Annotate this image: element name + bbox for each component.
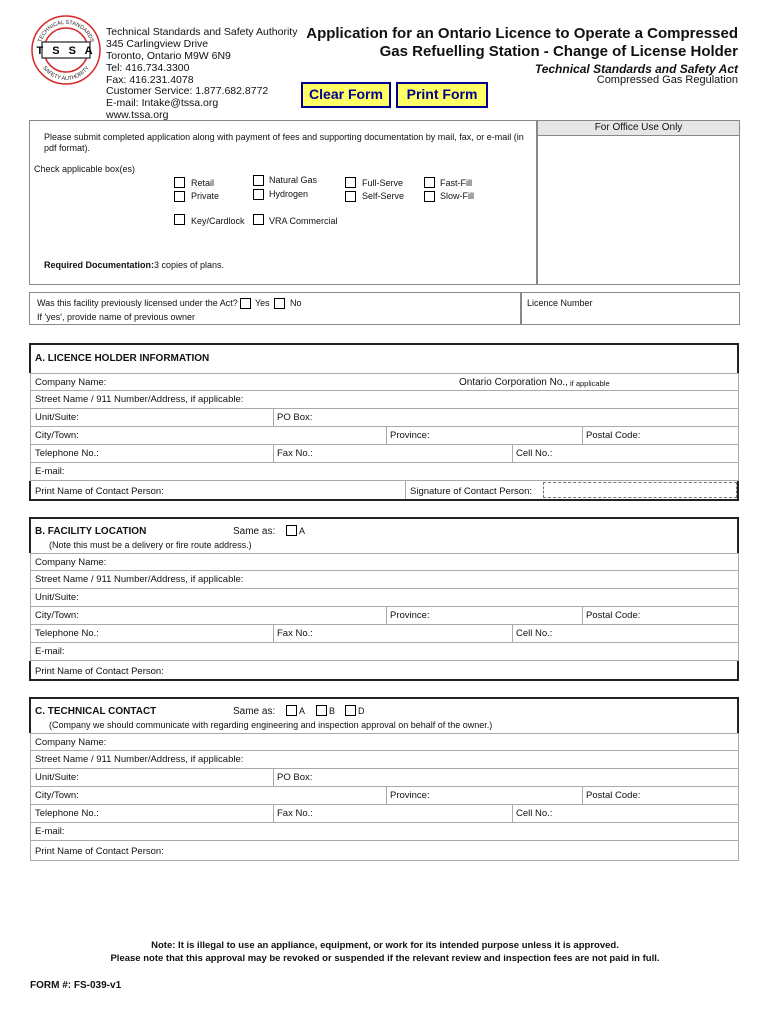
required-doc-value: 3 copies of plans. xyxy=(154,260,225,270)
fast-fill-checkbox[interactable] xyxy=(424,177,435,188)
section-c-header xyxy=(29,697,739,733)
address-line-2: Toronto, Ontario M9W 6N9 xyxy=(106,50,231,62)
previous-no-checkbox[interactable] xyxy=(274,298,285,309)
c-unit-row[interactable] xyxy=(30,769,739,787)
c-company-label: Company Name: xyxy=(35,737,107,748)
website: www.tssa.org xyxy=(106,109,169,121)
b-postal-label: Postal Code: xyxy=(586,610,641,621)
tel: Tel: 416.734.3300 xyxy=(106,62,190,74)
b-company-label: Company Name: xyxy=(35,557,107,568)
vra-commercial-checkbox[interactable] xyxy=(253,214,264,225)
section-b-same-as: Same as: xyxy=(233,526,276,537)
office-use-box xyxy=(537,120,740,285)
c-same-as-b-checkbox[interactable] xyxy=(316,705,327,716)
c-street-row[interactable] xyxy=(30,751,739,769)
b-same-as-a-label: A xyxy=(299,526,306,536)
a-postal-label: Postal Code: xyxy=(586,430,641,441)
section-c-title: C. TECHNICAL CONTACT xyxy=(35,706,157,717)
a-unit-label: Unit/Suite: xyxy=(35,412,79,423)
a-email-label: E-mail: xyxy=(35,466,65,477)
b-unit-label: Unit/Suite: xyxy=(35,592,79,603)
slow-fill-label: Slow-Fill xyxy=(440,191,475,201)
address-line-1: 345 Carlingview Drive xyxy=(106,38,209,50)
c-unit-label: Unit/Suite: xyxy=(35,772,79,783)
section-b-title: B. FACILITY LOCATION xyxy=(35,526,147,537)
c-contact-row[interactable] xyxy=(30,841,739,861)
org-name: Technical Standards and Safety Authority xyxy=(106,26,298,38)
a-email-row[interactable] xyxy=(30,463,739,481)
act-name: Technical Standards and Safety Act xyxy=(534,62,738,76)
section-a-header xyxy=(29,343,739,373)
b-contact-label: Print Name of Contact Person: xyxy=(35,666,164,677)
previous-yes-checkbox[interactable] xyxy=(240,298,251,309)
c-email-row[interactable] xyxy=(30,823,739,841)
customer-service: Customer Service: 1.877.682.8772 xyxy=(106,85,269,97)
retail-label: Retail xyxy=(191,178,215,188)
previous-yes-label: Yes xyxy=(255,298,270,308)
c-fax-label: Fax No.: xyxy=(277,808,313,819)
c-same-as-a-checkbox[interactable] xyxy=(286,705,297,716)
regulation-name: Compressed Gas Regulation xyxy=(596,74,738,86)
b-phone-row[interactable] xyxy=(30,625,739,643)
c-street-label: Street Name / 911 Number/Address, if applicable: xyxy=(35,754,244,765)
b-street-label: Street Name / 911 Number/Address, if applicable: xyxy=(35,574,244,585)
licence-number-label: Licence Number xyxy=(527,298,593,308)
hydrogen-label: Hydrogen xyxy=(269,189,309,199)
a-fax-label: Fax No.: xyxy=(277,448,313,459)
vra-commercial-label: VRA Commercial xyxy=(269,216,338,226)
section-c-same-as: Same as: xyxy=(233,706,276,717)
fax: Fax: 416.231.4078 xyxy=(106,74,194,86)
c-phone-row[interactable] xyxy=(30,805,739,823)
b-unit-row[interactable] xyxy=(30,589,739,607)
private-checkbox[interactable] xyxy=(174,191,185,202)
svg-text:T S S A: T S S A xyxy=(36,45,96,57)
a-contact-label: Print Name of Contact Person: xyxy=(35,486,164,497)
form-number: FORM #: FS-039-v1 xyxy=(30,980,122,991)
a-phone-row[interactable] xyxy=(30,445,739,463)
b-email-row[interactable] xyxy=(30,643,739,661)
c-same-as-a-label: A xyxy=(299,706,306,716)
retail-checkbox[interactable] xyxy=(174,177,185,188)
a-contact-row[interactable] xyxy=(29,481,739,501)
a-if-applicable: if applicable xyxy=(570,379,610,388)
a-province-label: Province: xyxy=(390,430,430,441)
c-same-as-d-checkbox[interactable] xyxy=(345,705,356,716)
a-cell-label: Cell No.: xyxy=(516,448,553,459)
section-c-note: (Company we should communicate with regarding engineering and inspection approval on behalf of the owner.) xyxy=(49,720,493,730)
a-po-box-label: PO Box: xyxy=(277,412,313,423)
a-city-label: City/Town: xyxy=(35,430,79,441)
email: E-mail: Intake@tssa.org xyxy=(106,97,219,109)
key-cardlock-checkbox[interactable] xyxy=(174,214,185,225)
c-city-label: City/Town: xyxy=(35,790,79,801)
full-serve-label: Full-Serve xyxy=(362,178,404,188)
svg-text:TECHNICAL STANDARDS: TECHNICAL STANDARDS xyxy=(37,19,95,44)
form-title-line-2: Gas Refuelling Station - Change of License Holder xyxy=(379,43,738,60)
hydrogen-checkbox[interactable] xyxy=(253,189,264,200)
b-cell-label: Cell No.: xyxy=(516,628,553,639)
private-label: Private xyxy=(191,191,220,201)
c-same-as-d-label: D xyxy=(358,706,365,716)
form-title-line-1: Application for an Ontario Licence to Operate a Compressed xyxy=(306,25,738,42)
slow-fill-checkbox[interactable] xyxy=(424,191,435,202)
c-province-label: Province: xyxy=(390,790,430,801)
office-use-label: For Office Use Only xyxy=(538,121,739,136)
previous-question: Was this facility previously licensed under the Act? xyxy=(37,298,238,308)
c-contact-label: Print Name of Contact Person: xyxy=(35,846,164,857)
c-company-row[interactable] xyxy=(30,733,739,751)
a-company-row[interactable] xyxy=(30,373,739,391)
previous-no-label: No xyxy=(290,298,302,308)
b-street-row[interactable] xyxy=(30,571,739,589)
c-same-as-b-label: B xyxy=(329,706,336,716)
b-province-label: Province: xyxy=(390,610,430,621)
svg-text:SAFETY AUTHORITY: SAFETY AUTHORITY xyxy=(41,65,91,83)
section-b-header xyxy=(29,517,739,553)
licence-number-box[interactable] xyxy=(521,292,740,325)
a-company-label: Company Name: xyxy=(35,377,107,388)
tssa-logo xyxy=(30,14,102,86)
a-city-row[interactable] xyxy=(30,427,739,445)
a-signature-label: Signature of Contact Person: xyxy=(410,486,532,497)
instructions: Please submit completed application along with payment of fees and supporting documentation by mail, fax, or e-mail (in pdf format). xyxy=(44,132,524,153)
b-same-as-a-checkbox[interactable] xyxy=(286,525,297,536)
section-a-title: A. LICENCE HOLDER INFORMATION xyxy=(35,353,210,364)
natural-gas-checkbox[interactable] xyxy=(253,175,264,186)
c-postal-label: Postal Code: xyxy=(586,790,641,801)
c-cell-label: Cell No.: xyxy=(516,808,553,819)
c-po-box-label: PO Box: xyxy=(277,772,313,783)
b-company-row[interactable] xyxy=(30,553,739,571)
a-street-label: Street Name / 911 Number/Address, if applicable: xyxy=(35,394,244,405)
full-serve-checkbox[interactable] xyxy=(345,177,356,188)
a-telephone-label: Telephone No.: xyxy=(35,448,99,459)
section-b-note: (Note this must be a delivery or fire route address.) xyxy=(49,540,252,550)
self-serve-checkbox[interactable] xyxy=(345,191,356,202)
required-doc-label: Required Documentation: xyxy=(44,260,155,270)
a-signature-field[interactable] xyxy=(543,482,737,498)
c-telephone-label: Telephone No.: xyxy=(35,808,99,819)
b-city-label: City/Town: xyxy=(35,610,79,621)
fast-fill-label: Fast-Fill xyxy=(440,178,472,188)
c-email-label: E-mail: xyxy=(35,826,65,837)
a-ontario-corp-label: Ontario Corporation No., xyxy=(459,377,568,388)
a-street-row[interactable] xyxy=(30,391,739,409)
b-city-row[interactable] xyxy=(30,607,739,625)
footer-note-1: Note: It is illegal to use an appliance, equipment, or work for its intended purpose unless it is approved. xyxy=(151,940,619,951)
c-city-row[interactable] xyxy=(30,787,739,805)
clear-form-button[interactable]: Clear Form xyxy=(301,82,391,108)
check-label: Check applicable box(es) xyxy=(34,164,136,174)
a-unit-row[interactable] xyxy=(30,409,739,427)
b-email-label: E-mail: xyxy=(35,646,65,657)
print-form-button[interactable]: Print Form xyxy=(396,82,488,108)
key-cardlock-label: Key/Cardlock xyxy=(191,216,245,226)
previous-owner-label: If 'yes', provide name of previous owner xyxy=(37,312,196,322)
natural-gas-label: Natural Gas xyxy=(269,175,318,185)
self-serve-label: Self-Serve xyxy=(362,191,405,201)
b-contact-row[interactable] xyxy=(29,661,739,681)
b-telephone-label: Telephone No.: xyxy=(35,628,99,639)
b-fax-label: Fax No.: xyxy=(277,628,313,639)
footer-note-2: Please note that this approval may be revoked or suspended if the relevant review and inspection fees are not paid in full. xyxy=(110,953,660,964)
